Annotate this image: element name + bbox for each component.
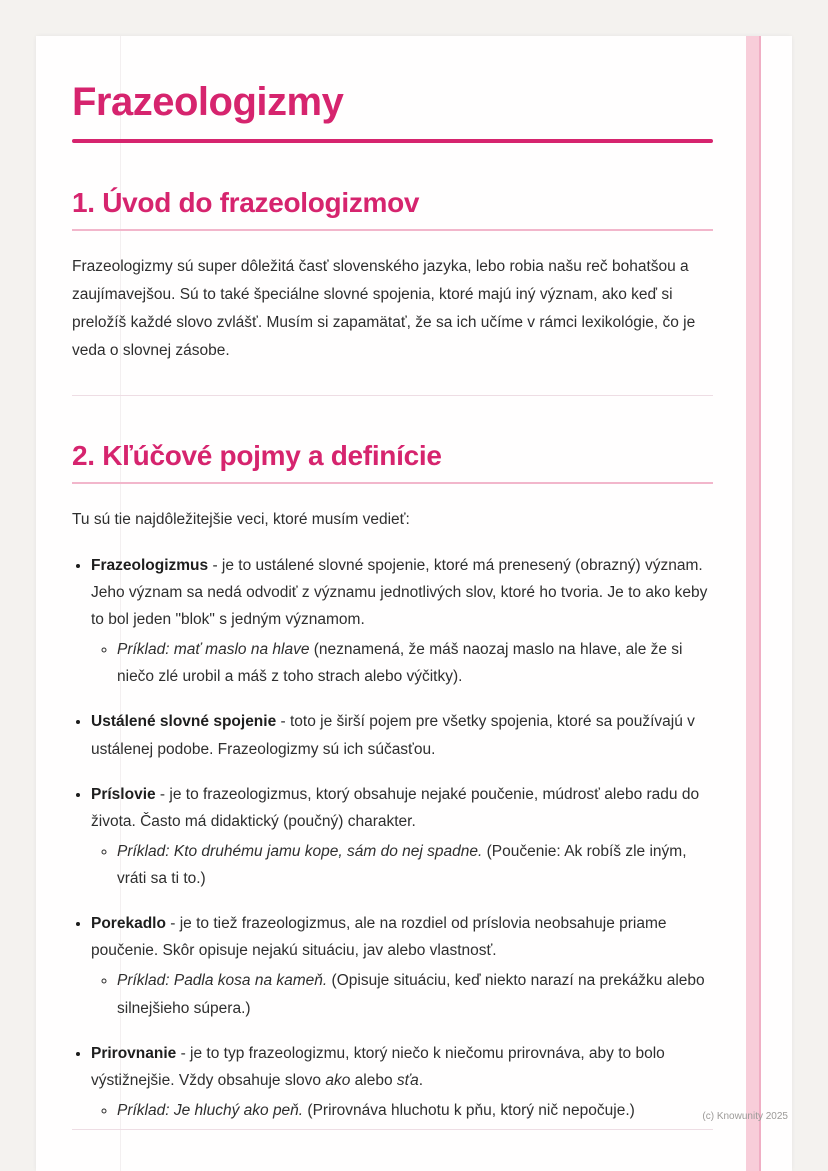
page-title: Frazeologizmy	[72, 80, 344, 124]
bottom-separator	[72, 1129, 713, 1130]
list-item-porekadlo	[91, 910, 713, 1022]
section-2-intro: Tu sú tie najdôležitejšie veci, ktoré musím vedieť:	[72, 510, 410, 528]
section-uvod	[72, 187, 713, 365]
definition-text: - je to typ frazeologizmu, ktorý niečo k niečomu prirovnáva, aby to bolo výstižnejšie. Vždy obsahuje slovo	[91, 1044, 665, 1089]
definition-text: - je to tiež frazeologizmus, ale na rozdiel od príslovia neobsahuje priame poučenie. Skôr opisuje nejakú situáciu, jav alebo vlastnosť.	[91, 915, 667, 960]
example-list	[91, 636, 713, 690]
copyright-footer: (c) Knowunity 2025	[702, 1111, 788, 1122]
definition-text: .	[418, 1071, 424, 1089]
term-label: Frazeologizmus	[91, 556, 209, 574]
definition-text: - je to ustálené slovné spojenie, ktoré má prenesený (obrazný) význam. Jeho význam sa nedá odvodiť z významu jednotlivých slov, ktoré ho tvoria. Je to ako keby to bol jeden "blok" s jedným významom.	[91, 556, 708, 629]
example-list	[91, 967, 713, 1021]
section-2-heading-divider	[72, 482, 713, 484]
keyword-ako: ako	[325, 1071, 351, 1089]
section-separator	[72, 395, 713, 396]
section-pojmy	[72, 440, 713, 1124]
section-1-heading: 1. Úvod do frazeologizmov	[72, 187, 420, 218]
definition-text: - toto je širší pojem pre všetky spojenia, ktoré sa používajú v ustálenej podobe. Frazeologizmy sú ich súčasťou.	[91, 713, 695, 758]
example-item	[117, 838, 713, 892]
document-content	[36, 36, 792, 1124]
definition-text: - je to frazeologizmus, ktorý obsahuje nejaké poučenie, múdrosť alebo radu do života. Často má didaktický (poučný) charakter.	[91, 785, 700, 830]
list-item-prirovnanie	[91, 1040, 713, 1124]
definition-text: alebo	[350, 1071, 397, 1089]
term-label: Príslovie	[91, 785, 156, 803]
example-explanation: (neznamená, že máš naozaj maslo na hlave, ale že si niečo zlé urobil a máš z toho strach alebo výčitky).	[117, 641, 683, 686]
term-label: Prirovnanie	[91, 1044, 177, 1062]
section-1-paragraph: Frazeologizmy sú super dôležitá časť slovenského jazyka, lebo robia našu reč bohatšou a zaujímavejšou. Sú to také špeciálne slovné spojenia, ktoré majú iný význam, ako keď si preložíš každé slovo zvlášť. Musím si zapamätať, že sa ich učíme v rámci lexikológie, čo je veda o slovnej zásobe.	[72, 258, 696, 359]
example-explanation: (Poučenie: Ak robíš zle iným, vráti sa ti to.)	[117, 842, 687, 888]
document-page	[36, 36, 792, 1171]
example-explanation: (Opisuje situáciu, keď niekto narazí na prekážku alebo silnejšieho súpera.)	[117, 972, 705, 1017]
definition-list	[72, 552, 713, 1124]
list-item-frazeologizmus	[91, 552, 713, 691]
list-item-ustalene-spojenie	[91, 708, 713, 762]
example-phrase: Príklad: Je hluchý ako peň.	[117, 1101, 304, 1119]
title-divider	[72, 139, 713, 143]
example-list	[91, 838, 713, 892]
example-item	[117, 1097, 713, 1124]
example-phrase: Príklad: mať maslo na hlave	[117, 641, 310, 659]
example-phrase: Príklad: Kto druhému jamu kope, sám do nej spadne.	[117, 842, 483, 860]
example-item	[117, 636, 713, 690]
section-2-heading: 2. Kľúčové pojmy a definície	[72, 439, 442, 471]
example-item	[117, 967, 713, 1021]
example-explanation: (Prirovnáva hluchotu k pňu, ktorý nič nepočuje.)	[303, 1101, 635, 1119]
term-label: Porekadlo	[91, 915, 166, 933]
keyword-sta: sťa	[396, 1071, 419, 1089]
term-label: Ustálené slovné spojenie	[91, 713, 277, 731]
example-phrase: Príklad: Padla kosa na kameň.	[117, 972, 328, 990]
section-1-heading-divider	[72, 229, 713, 231]
list-item-prislovie	[91, 781, 713, 893]
example-list	[91, 1097, 713, 1124]
